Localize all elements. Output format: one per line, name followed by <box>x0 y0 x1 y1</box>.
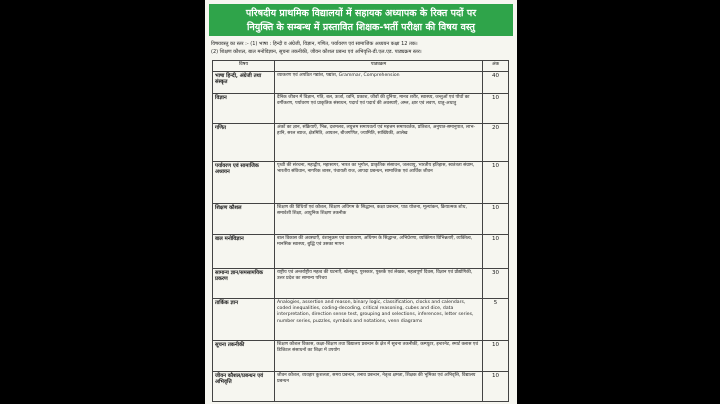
subject-cell: शिक्षण कौशल <box>213 204 275 235</box>
marks-cell: 5 <box>483 299 509 341</box>
header-subject: विषय <box>213 61 275 72</box>
content-cell: शिक्षण की विधियाँ एवं कौशल, शिक्षण अधिगम के सिद्धान्त, कक्षा प्रबन्धन, पाठ योजना, मूल्यांकन, क्रियात्मक शोध, समावेशी शिक्षा, आधुनिक शिक्षण तकनीक <box>275 204 483 235</box>
content-cell: बाल विकास की अवस्थाएँ, वंशानुक्रम एवं वातावरण, अधिगम के सिद्धान्त, अभिप्रेरणा, व्यक्तिगत विभिन्नताएँ, व्यक्तित्व, मानसिक स्वास्थ्य, बुद्धि एवं उसका मापन <box>275 235 483 269</box>
subject-cell: तार्किक ज्ञान <box>213 299 275 341</box>
intro-line-1: विषयवस्तु का स्तर :- (1) भाषा : हिन्दी व अंग्रेजी, विज्ञान, गणित, पर्यावरण एवं सामाजिक अध्ययन कक्षा 12 तक। <box>211 41 418 47</box>
syllabus-document <box>205 0 517 404</box>
content-cell: दैनिक जीवन में विज्ञान, गति, बल, ऊर्जा, ध्वनि, प्रकाश, जीवों की दुनिया, मानव शरीर, स्वास्थ्य, जन्तुओं एवं पौधों का वर्गीकरण, पर्यावरण एवं प्राकृतिक संसाधन, पदार्थ एवं पदार्थ की अवस्थाएँ, अम्ल, क्षार एवं लवण, धातु-अधातु <box>275 94 483 124</box>
marks-cell: 10 <box>483 162 509 204</box>
subject-cell: सूचना तकनीकी <box>213 341 275 372</box>
subject-cell: सामान्य ज्ञान/समसामयिक प्रकरण <box>213 269 275 299</box>
header-syllabus: पाठ्यक्रम <box>275 61 483 72</box>
content-cell: Analogies, assertion and reason, binary logic, classification, clocks and calendars, coded inequalities, coding-decoding, critical reasoning, cubes and dice, data interpretation, direction sense test, grouping and selections, inferences, letter series, number series, puzzles, symbols and notations, venn diagrams <box>275 299 483 341</box>
subject-cell: बाल मनोविज्ञान <box>213 235 275 269</box>
subject-cell: भाषा हिन्दी, अंग्रेजी तथा संस्कृत <box>213 72 275 94</box>
content-cell: राष्ट्रीय एवं अन्तर्राष्ट्रीय महत्व की घटनाएँ, खेलकूद, पुरस्कार, पुस्तकें एवं लेखक, महत्वपूर्ण दिवस, विज्ञान एवं प्रौद्योगिकी, उत्तर प्रदेश का सामान्य परिचय <box>275 269 483 299</box>
table-row <box>213 341 509 372</box>
table-row <box>213 372 509 402</box>
subject-cell: गणित <box>213 124 275 162</box>
header-marks: अंक <box>483 61 509 72</box>
content-cell: शिक्षण कौशल विकास, कक्षा-शिक्षण तथा विद्यालय प्रबन्धन के क्षेत्र में सूचना तकनीकी, कम्प्यूटर, इन्टरनेट, स्मार्ट क्लास एवं डिजिटल संसाधनों का शिक्षा में उपयोग <box>275 341 483 372</box>
table-row <box>213 269 509 299</box>
table-header-row <box>213 61 509 72</box>
marks-cell: 10 <box>483 372 509 402</box>
intro-line-2: (2) शिक्षण कौशल, बाल मनोविज्ञान, सूचना तकनीकी, जीवन कौशल प्रबन्ध एवं अभिवृत्ति-डी.एल.एड. पाठ्यक्रम स्तर। <box>211 49 422 55</box>
subject-cell: विज्ञान <box>213 94 275 124</box>
table-row <box>213 204 509 235</box>
content-cell: पृथ्वी की संरचना, महाद्वीप, महासागर, भारत का भूगोल, प्राकृतिक संसाधन, जलवायु, भारतीय इतिहास, स्वतंत्रता संग्राम, भारतीय संविधान, नागरिक शास्त्र, पंचायती राज, आपदा प्रबन्धन, सामाजिक एवं आर्थिक जीवन <box>275 162 483 204</box>
subject-cell: जीवन कौशल/प्रबन्धन एवं अभिवृत्ति <box>213 372 275 402</box>
marks-cell: 30 <box>483 269 509 299</box>
table-row <box>213 94 509 124</box>
marks-cell: 10 <box>483 235 509 269</box>
title-line-1: परिषदीय प्राथमिक विद्यालयों में सहायक अध्यापक के रिक्त पदों पर <box>245 8 477 19</box>
table-row <box>213 162 509 204</box>
intro-text <box>211 40 511 56</box>
marks-cell: 40 <box>483 72 509 94</box>
title-banner <box>209 4 513 36</box>
content-cell: व्याकरण एवं अपठित गद्यांश, पद्यांश, Grammar, Comprehension <box>275 72 483 94</box>
subject-cell: पर्यावरण एवं सामाजिक अध्ययन <box>213 162 275 204</box>
content-cell: अंकों का ज्ञान, संक्रियाएँ, भिन्न, दशमलव, लघुत्तम समापवर्त्य एवं महत्तम समापवर्तक, प्रतिशत, अनुपात-समानुपात, लाभ-हानि, सरल ब्याज, क्षेत्रमिति, आयतन, बीजगणित, ज्यामिति, सांख्यिकी, आलेख <box>275 124 483 162</box>
table-row <box>213 124 509 162</box>
syllabus-table <box>212 60 509 402</box>
table-row <box>213 299 509 341</box>
title-line-2: नियुक्ति के सम्बन्ध में प्रस्तावित शिक्षक-भर्ती परीक्षा की विषय वस्तु <box>247 22 475 33</box>
table-row <box>213 235 509 269</box>
content-cell: जीवन कौशल, व्यवहार कुशलता, समय प्रबन्धन, तनाव प्रबन्धन, नेतृत्व क्षमता, शिक्षक की भूमिका एवं अभिवृत्ति, विद्यालय प्रबन्धन <box>275 372 483 402</box>
marks-cell: 20 <box>483 124 509 162</box>
marks-cell: 10 <box>483 204 509 235</box>
marks-cell: 10 <box>483 341 509 372</box>
table-row <box>213 72 509 94</box>
marks-cell: 10 <box>483 94 509 124</box>
